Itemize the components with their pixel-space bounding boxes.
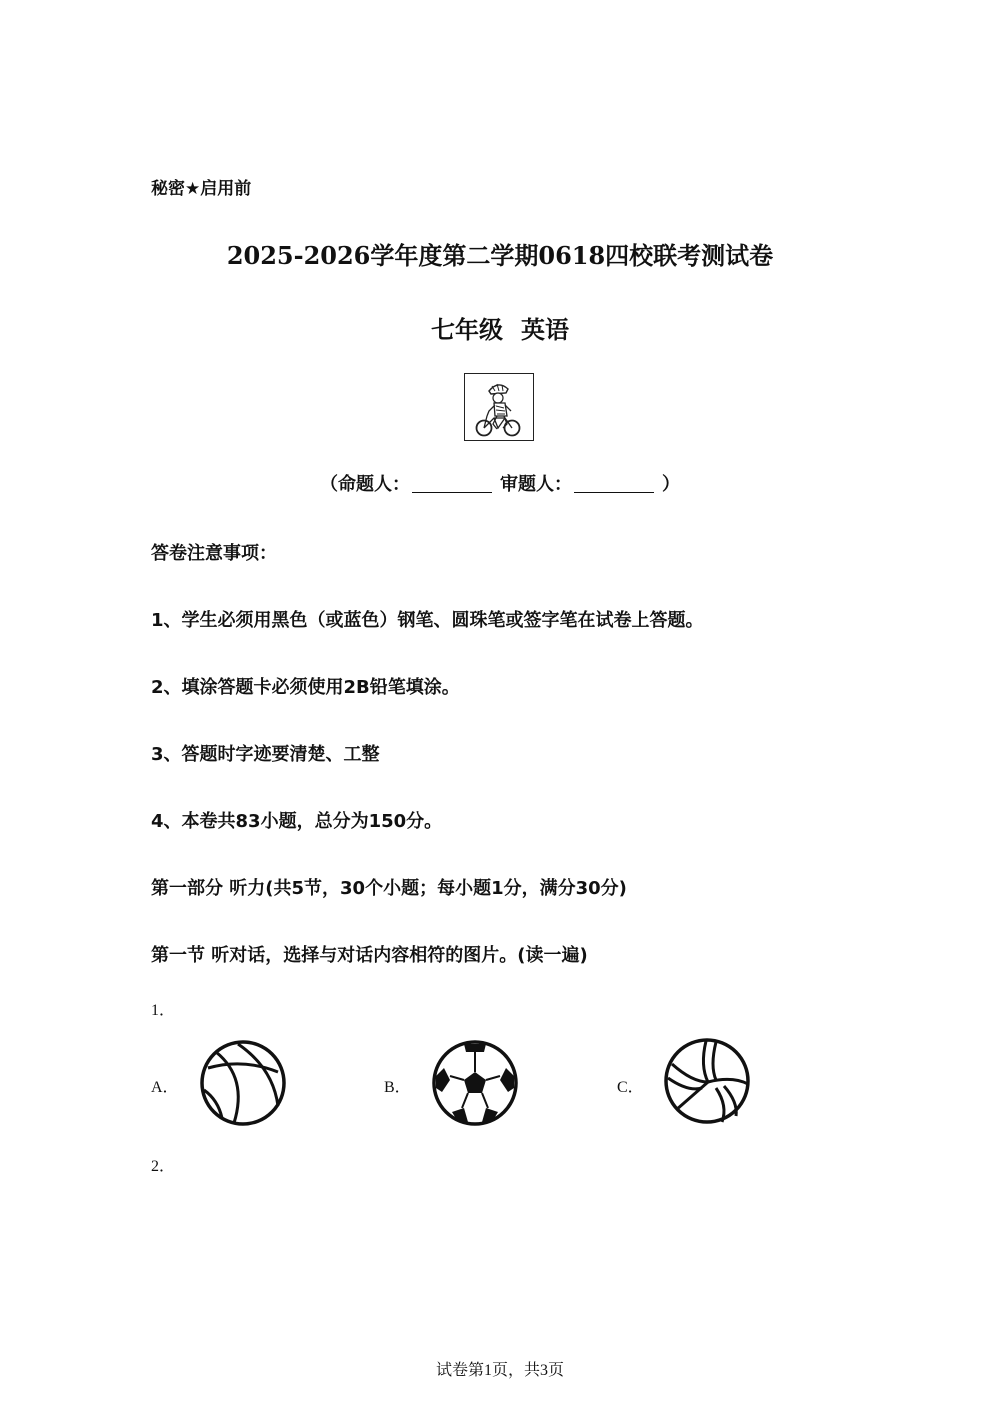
- subject-label: 英语: [521, 316, 569, 344]
- notice-item: 1、学生必须用黑色（或蓝色）钢笔、圆珠笔或签字笔在试卷上答题。: [151, 610, 704, 631]
- reviewer-blank[interactable]: [574, 474, 654, 493]
- grade-label: 七年级: [431, 316, 503, 344]
- option-a-label: A．: [151, 1079, 179, 1096]
- option-c-label: C．: [617, 1079, 644, 1096]
- option-c-image[interactable]: [662, 1036, 752, 1130]
- question-number: 2．: [151, 1158, 176, 1175]
- notice-item: 3、答题时字迹要清楚、工整: [151, 744, 380, 765]
- exam-title: 2025-2026学年度第二学期0618四校联考测试卷: [226, 241, 774, 270]
- section-title: 第一节 听对话，选择与对话内容相符的图片。(读一遍): [151, 945, 588, 966]
- close-paren: ）: [662, 474, 680, 495]
- option-a-image[interactable]: [198, 1038, 288, 1132]
- notice-item: 4、本卷共83小题，总分为150分。: [151, 811, 443, 832]
- author-blank[interactable]: [412, 474, 492, 493]
- volleyball-icon: [662, 1036, 752, 1126]
- option-b-image[interactable]: [430, 1038, 520, 1132]
- exam-subtitle: [0, 310, 1000, 345]
- soccer-ball-icon: [430, 1038, 520, 1128]
- option-b-label: B．: [384, 1079, 411, 1096]
- part-title: 第一部分 听力(共5节，30个小题；每小题1分，满分30分): [151, 878, 627, 899]
- question-number: 1．: [151, 1002, 176, 1019]
- page-footer: 试卷第1页，共3页: [435, 1362, 564, 1379]
- notice-item: 2、填涂答题卡必须使用2B铅笔填涂。: [151, 677, 460, 698]
- confidential-mark: 秘密★启用前: [151, 179, 252, 199]
- reviewer-label: 审题人：: [500, 474, 572, 495]
- basketball-icon: [198, 1038, 288, 1128]
- cyclist-logo-icon: [464, 373, 534, 441]
- notice-heading: 答卷注意事项：: [151, 543, 277, 564]
- author-line: [0, 470, 1000, 496]
- author-label: （命题人：: [320, 474, 410, 495]
